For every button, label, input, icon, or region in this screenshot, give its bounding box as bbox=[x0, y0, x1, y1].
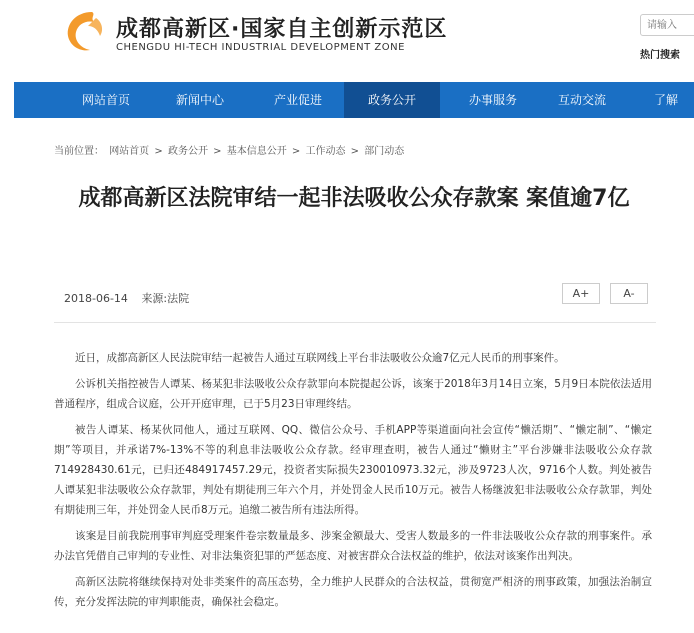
article-paragraph: 近日，成都高新区人民法院审结一起被告人通过互联网线上平台非法吸收公众逾7亿元人民币的刑事案件。 bbox=[75, 352, 565, 364]
article-date: 2018-06-14 bbox=[64, 292, 128, 305]
search-input[interactable] bbox=[640, 14, 694, 36]
article-paragraph: 高新区法院将继续保持对处非类案件的高压态势，全力维护人民群众的合法权益，贯彻宽严相济的刑事政策，加强法治制宣传，充分发挥法院的审判职能责，确保社会稳定。 bbox=[54, 576, 652, 608]
article-paragraph: 公诉机关指控被告人谭某、杨某犯非法吸收公众存款罪向本院提起公诉，该案于2018年3月14日立案，5月9日本院依法适用普通程序，组成合议庭，公开开庭审理，已于5月23日审理终结。 bbox=[54, 378, 652, 410]
breadcrumb-separator: > bbox=[350, 146, 360, 157]
breadcrumb-separator: > bbox=[154, 146, 163, 157]
breadcrumb bbox=[54, 142, 406, 157]
article-body bbox=[54, 348, 652, 618]
breadcrumb-government[interactable]: 政务公开 bbox=[167, 146, 208, 157]
font-increase-button[interactable]: A+ bbox=[562, 283, 600, 304]
site-subtitle: CHENGDU HI-TECH INDUSTRIAL DEVELOPMENT ZONE bbox=[116, 42, 405, 53]
nav-item-home[interactable]: 网站首页 bbox=[81, 93, 130, 107]
site-title[interactable]: 成都高新区·国家自主创新示范区 bbox=[116, 17, 448, 42]
article-meta bbox=[64, 290, 189, 306]
nav-item-news[interactable]: 新闻中心 bbox=[175, 93, 224, 107]
divider bbox=[54, 322, 656, 323]
breadcrumb-prefix: 当前位置： bbox=[54, 146, 104, 157]
article-title: 成都高新区法院审结一起非法吸收公众存款案 案值逾7亿 bbox=[78, 186, 630, 211]
breadcrumb-separator: > bbox=[213, 146, 222, 157]
nav-item-interaction[interactable]: 互动交流 bbox=[557, 93, 606, 107]
nav-item-government[interactable]: 政务公开 bbox=[344, 82, 440, 118]
article-paragraph: 被告人谭某、杨某伙同他人，通过互联网、QQ、微信公众号、手机APP等渠道面向社会宣传“懒活期”、“懒定制”、“懒定期”等项目，并承诺7%-13%不等的利息非法吸收公众存款。经审理查明，被告人通过“懒财主”平台涉嫌非法吸收公众存款714928430.61元，已归还484917457.29元，投资者实际损失230010973.32元，涉及9723人次，9716个人数。判处被告人谭某犯非法吸收公众存款罪，判处有期徒刑三年六个月，并处罚金人民币10万元。被告人杨继波犯非法吸收公众存款罪，判处有期徒刑三年，并处罚金人民币8万元。追缴二被告所有违法所得。 bbox=[54, 424, 652, 516]
site-header bbox=[0, 0, 694, 82]
breadcrumb-home[interactable]: 网站首页 bbox=[109, 146, 150, 157]
article-paragraph: 该案是目前我院刑事审判庭受理案件卷宗数量最多、涉案金额最大、受害人数最多的一件非法吸收公众存款的刑事案件。承办法官凭借自己审判的专业性、对非法集资犯罪的严惩态度、对被害群众合法权益的维护，依法对该案作出判决。 bbox=[54, 530, 652, 562]
nav-item-about[interactable]: 了解 bbox=[654, 93, 679, 107]
main-nav bbox=[14, 82, 694, 118]
article-source: 来源:法院 bbox=[141, 292, 190, 305]
logo-icon[interactable] bbox=[62, 8, 108, 54]
nav-item-services[interactable]: 办事服务 bbox=[468, 93, 517, 107]
breadcrumb-basic-info[interactable]: 基本信息公开 bbox=[226, 146, 287, 157]
hot-search-label[interactable]: 热门搜索 bbox=[640, 50, 680, 61]
nav-item-industry[interactable]: 产业促进 bbox=[273, 93, 322, 107]
breadcrumb-dept-news[interactable]: 部门动态 bbox=[364, 146, 405, 157]
breadcrumb-work-news[interactable]: 工作动态 bbox=[305, 146, 346, 157]
font-decrease-button[interactable]: A- bbox=[610, 283, 648, 304]
breadcrumb-separator: > bbox=[291, 146, 301, 157]
